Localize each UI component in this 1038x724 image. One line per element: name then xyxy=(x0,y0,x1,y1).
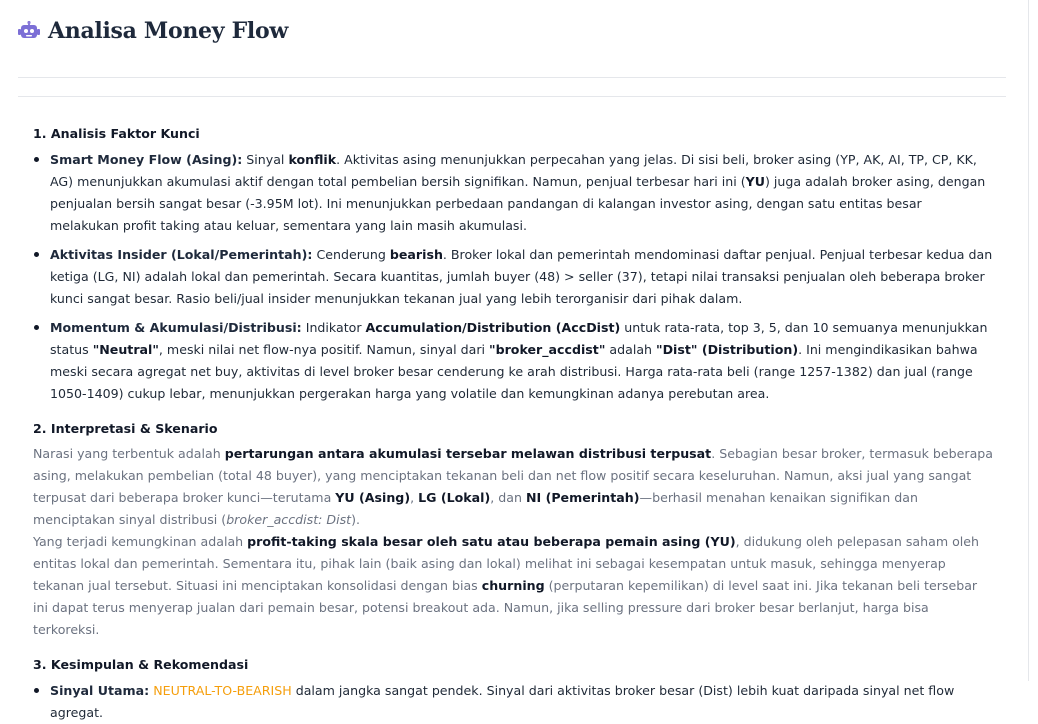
paragraph-text: . Sebagian besar broker, termasuk beberapa asing, melakukan pembelian (total 48 buyer), yang menciptakan tekanan beli dan net flow positif secara keseluruhan. Namun, aksi jual yang sangat terpusat dari beberapa broker kunci—terutama xyxy=(33,446,993,505)
paragraph-text: , xyxy=(410,490,419,505)
item-text: ) juga adalah broker asing, dengan penjualan bersih sangat besar (-3.95M lot). Ini menunjukkan perbedaan pandangan di kalangan investor asing, dengan satu entitas besar melakukan profit taking atau keluar, sementara yang lain masih akumulasi. xyxy=(50,174,986,233)
analysis-content xyxy=(33,124,993,724)
signal-badge: NEUTRAL-TO-BEARISH xyxy=(153,683,292,698)
item-text: . Aktivitas asing menunjukkan perpecahan yang jelas. Di sisi beli, broker asing (YP, AK, AI, TP, CP, KK, AG) menunjukkan akumulasi aktif dengan total pembelian bersih signifikan. Namun, penjual terbesar hari ini ( xyxy=(50,152,977,189)
item-text: . Ini mengindikasikan bahwa meski secara agregat net buy, aktivitas di level broker besar cenderung ke arah distribusi. Harga rata-rata beli (range 1257-1382) dan jual (range 1050-1409) cukup lebar, menunjukkan pergerakan harga yang volatile dan kemungkinan adanya perebutan area. xyxy=(50,342,978,401)
paragraph-text: , dan xyxy=(490,490,526,505)
item-text: Cenderung xyxy=(312,247,390,262)
page-header xyxy=(18,14,288,48)
paragraph-text: Narasi yang terbentuk adalah xyxy=(33,446,225,461)
page-title: Analisa Money Flow xyxy=(48,18,288,44)
paragraph-keyword: churning xyxy=(481,578,545,593)
section-heading: 2. Interpretasi & Skenario xyxy=(33,421,218,436)
item-lead: Smart Money Flow (Asing): xyxy=(50,152,243,167)
conclusion-list xyxy=(33,680,993,724)
item-keyword: bearish xyxy=(389,247,443,262)
item-keyword: "Neutral" xyxy=(92,342,159,357)
item-text: Indikator xyxy=(301,320,366,335)
paragraph-text: —berhasil menahan kenaikan signifikan dan menciptakan sinyal distribusi ( xyxy=(33,490,918,527)
list-item xyxy=(33,149,993,237)
divider xyxy=(18,77,1006,78)
item-text: . Broker lokal dan pemerintah mendominasi daftar penjual. Penjual terbesar kedua dan ketiga (LG, NI) adalah lokal dan pemerintah. Secara kuantitas, jumlah buyer (48) > seller (37), tetapi nilai transaksi penjualan oleh beberapa broker kunci sangat besar. Rasio beli/jual insider menunjukkan tekanan jual yang lebih terorganisir dari pihak dalam. xyxy=(50,247,993,306)
section-heading: 1. Analisis Faktor Kunci xyxy=(33,126,200,141)
item-keyword: konflik xyxy=(288,152,337,167)
paragraph-keyword: pertarungan antara akumulasi tersebar melawan distribusi terpusat xyxy=(224,446,712,461)
divider xyxy=(18,96,1006,97)
paragraph xyxy=(33,531,993,641)
item-text: Sinyal xyxy=(242,152,289,167)
item-text: adalah xyxy=(605,342,657,357)
paragraph-italic: broker_accdist: Dist xyxy=(226,512,352,527)
item-keyword: Accumulation/Distribution (AccDist) xyxy=(365,320,621,335)
robot-icon xyxy=(18,21,40,41)
section-heading: 3. Kesimpulan & Rekomendasi xyxy=(33,657,249,672)
item-lead: Aktivitas Insider (Lokal/Pemerintah): xyxy=(50,247,313,262)
paragraph-keyword: YU (Asing) xyxy=(335,490,411,505)
factor-list xyxy=(33,149,993,405)
paragraph-text: ). xyxy=(351,512,361,527)
item-lead: Momentum & Akumulasi/Distribusi: xyxy=(50,320,302,335)
paragraph-text: (perputaran kepemilikan) di level saat ini. Jika tekanan beli tersebar ini dapat terus menyerap jualan dari pemain besar, potensi breakout ada. Namun, jika selling pressure dari broker besar berlanjut, harga bisa terkoreksi. xyxy=(33,578,978,637)
item-text: , meski nilai net flow-nya positif. Namun, sinyal dari xyxy=(158,342,490,357)
paragraph-text: Yang terjadi kemungkinan adalah xyxy=(33,534,248,549)
item-text: untuk rata-rata, top 3, 5, dan 10 semuanya menunjukkan status xyxy=(50,320,988,357)
item-text: dalam jangka sangat pendek. Sinyal dari aktivitas broker besar (Dist) lebih kuat daripada sinyal net flow agregat. xyxy=(50,683,955,720)
list-item xyxy=(33,317,993,405)
item-keyword: "broker_accdist" xyxy=(489,342,606,357)
paragraph xyxy=(33,443,993,531)
paragraph-keyword: NI (Pemerintah) xyxy=(525,490,640,505)
paragraph-text: , didukung oleh pelepasan saham oleh entitas lokal dan pemerintah. Sementara itu, pihak lain (baik asing dan lokal) melihat ini sebagai kesempatan untuk masuk, sehingga menyerap tekanan jual tersebut. Situasi ini menciptakan konsolidasi dengan bias xyxy=(33,534,980,593)
item-lead: Sinyal Utama: xyxy=(50,683,150,698)
paragraph-keyword: profit-taking skala besar oleh satu atau beberapa pemain asing (YU) xyxy=(247,534,736,549)
item-keyword: YU xyxy=(745,174,765,189)
list-item xyxy=(33,244,993,310)
paragraph-keyword: LG (Lokal) xyxy=(418,490,491,505)
list-item xyxy=(33,680,993,724)
right-divider xyxy=(1028,0,1029,681)
item-keyword: "Dist" (Distribution) xyxy=(656,342,799,357)
